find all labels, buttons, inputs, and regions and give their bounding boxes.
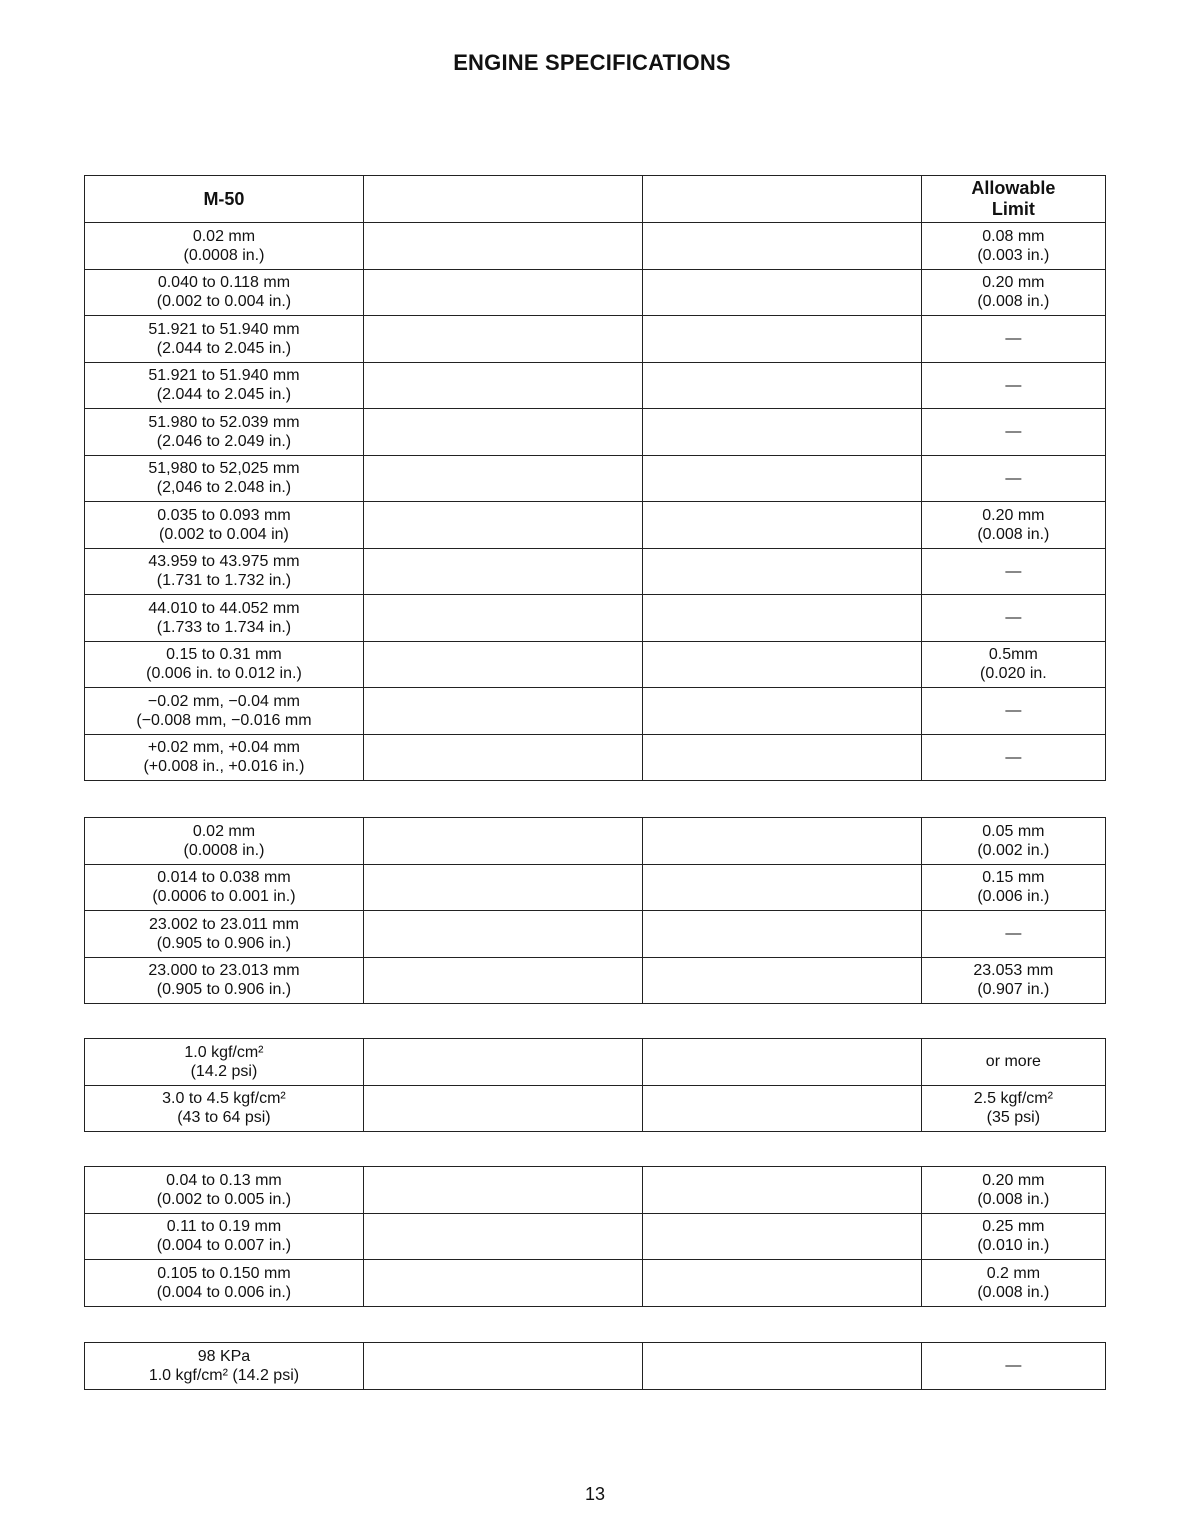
blank-cell-3 — [642, 455, 921, 502]
blank-cell-2 — [363, 455, 642, 502]
table-row — [85, 362, 1106, 409]
allowable-limit-cell — [921, 864, 1105, 911]
blank-cell-3 — [642, 1343, 921, 1390]
spec-value-line: (0.006 in. to 0.012 in.) — [146, 665, 302, 683]
blank-cell-2 — [363, 1167, 642, 1214]
spec-value-line: 3.0 to 4.5 kgf/cm² — [162, 1090, 286, 1108]
blank-cell-3 — [642, 641, 921, 688]
spec-value-line: 23.002 to 23.011 mm — [148, 915, 299, 933]
spec-value-line: 98 KPa — [197, 1347, 251, 1365]
blank-cell-3 — [642, 818, 921, 865]
spec-value-cell — [85, 362, 364, 409]
blank-cell-3 — [642, 1213, 921, 1260]
spec-value-line: +0.02 mm, +0.04 mm — [147, 739, 300, 757]
limit-value-line: (0.008 in.) — [977, 1283, 1050, 1301]
spec-table-4 — [84, 1166, 1106, 1307]
spec-value-line: 0.035 to 0.093 mm — [157, 506, 291, 524]
blank-cell-3 — [642, 223, 921, 270]
blank-cell-2 — [363, 1213, 642, 1260]
allowable-limit-cell — [921, 1213, 1105, 1260]
blank-cell-3 — [642, 1085, 921, 1132]
blank-header-2 — [363, 176, 642, 223]
allowable-limit-cell — [921, 455, 1105, 502]
blank-cell-2 — [363, 362, 642, 409]
spec-value-line: (0.004 to 0.006 in.) — [156, 1283, 292, 1301]
blank-cell-2 — [363, 1085, 642, 1132]
table-row — [85, 409, 1106, 456]
blank-cell-3 — [642, 1260, 921, 1307]
spec-value-cell — [85, 548, 364, 595]
spec-value-line: (0.004 to 0.007 in.) — [156, 1237, 292, 1255]
allowable-limit-cell — [921, 1343, 1105, 1390]
blank-cell-3 — [642, 1167, 921, 1214]
spec-value-cell — [85, 1343, 364, 1390]
limit-value-line: — — [1005, 330, 1022, 348]
spec-value-cell — [85, 223, 364, 270]
limit-value-line: — — [1005, 609, 1022, 627]
spec-value-line: (43 to 64 psi) — [177, 1109, 271, 1127]
spec-value-cell — [85, 455, 364, 502]
blank-cell-3 — [642, 595, 921, 642]
table-row — [85, 1085, 1106, 1132]
allowable-limit-cell — [921, 1085, 1105, 1132]
allowable-limit-cell — [921, 688, 1105, 735]
table-row — [85, 595, 1106, 642]
allowable-limit-cell — [921, 818, 1105, 865]
spec-value-line: 0.014 to 0.038 mm — [157, 869, 291, 887]
table-row — [85, 688, 1106, 735]
spec-value-line: (0.905 to 0.906 in.) — [156, 981, 292, 999]
table-row — [85, 316, 1106, 363]
allowable-limit-cell — [921, 1039, 1105, 1086]
table-row — [85, 269, 1106, 316]
allowable-limit-cell — [921, 409, 1105, 456]
spec-value-cell — [85, 1085, 364, 1132]
spec-value-cell — [85, 1260, 364, 1307]
limit-value-line: 0.2 mm — [986, 1264, 1041, 1282]
limit-value-line: or more — [985, 1053, 1041, 1071]
limit-value-line: (0.008 in.) — [977, 293, 1050, 311]
spec-value-cell — [85, 409, 364, 456]
allowable-limit-cell — [921, 223, 1105, 270]
spec-value-line: (0.0008 in.) — [183, 841, 265, 859]
limit-value-line: (0.002 in.) — [977, 841, 1050, 859]
limit-value-line: (0.008 in.) — [977, 525, 1050, 543]
spec-value-line: (0.905 to 0.906 in.) — [156, 934, 292, 952]
model-header: M-50 — [85, 176, 364, 223]
limit-value-line: (35 psi) — [986, 1109, 1041, 1127]
limit-value-line: (0.006 in.) — [977, 888, 1050, 906]
table-row — [85, 455, 1106, 502]
blank-cell-2 — [363, 957, 642, 1004]
table-row — [85, 548, 1106, 595]
spec-value-line: (0.002 to 0.004 in.) — [156, 293, 292, 311]
spec-value-cell — [85, 734, 364, 781]
spec-value-line: (2.044 to 2.045 in.) — [156, 339, 292, 357]
allowable-limit-header-line2: Limit — [991, 199, 1035, 219]
limit-value-line: — — [1005, 562, 1022, 580]
table-row — [85, 1213, 1106, 1260]
spec-value-line: (14.2 psi) — [190, 1062, 258, 1080]
spec-value-line: (+0.008 in., +0.016 in.) — [143, 758, 305, 776]
allowable-limit-cell — [921, 641, 1105, 688]
spec-value-cell — [85, 911, 364, 958]
allowable-limit-cell — [921, 1260, 1105, 1307]
limit-value-line: 0.5mm — [988, 646, 1038, 664]
table-header-row — [85, 176, 1106, 223]
table-row — [85, 1167, 1106, 1214]
blank-cell-2 — [363, 864, 642, 911]
spec-value-line: 44.010 to 44.052 mm — [148, 599, 300, 617]
blank-cell-3 — [642, 502, 921, 549]
spec-table-5 — [84, 1342, 1106, 1390]
page-number: 13 — [584, 1484, 606, 1504]
blank-cell-3 — [642, 409, 921, 456]
spec-value-line: −0.02 mm, −0.04 mm — [147, 692, 300, 710]
blank-cell-2 — [363, 316, 642, 363]
blank-cell-3 — [642, 734, 921, 781]
blank-cell-2 — [363, 409, 642, 456]
blank-cell-3 — [642, 957, 921, 1004]
spec-value-line: 0.105 to 0.150 mm — [157, 1264, 291, 1282]
spec-value-line: (2.046 to 2.049 in.) — [156, 432, 292, 450]
spec-value-line: 0.15 to 0.31 mm — [166, 646, 282, 664]
allowable-limit-cell — [921, 1167, 1105, 1214]
limit-value-line: — — [1005, 423, 1022, 441]
limit-value-line: — — [1005, 925, 1022, 943]
allowable-limit-cell — [921, 269, 1105, 316]
allowable-limit-cell — [921, 911, 1105, 958]
limit-value-line: — — [1005, 376, 1022, 394]
allowable-limit-cell — [921, 595, 1105, 642]
allowable-limit-header-line1: Allowable — [971, 178, 1056, 198]
blank-cell-3 — [642, 911, 921, 958]
page-title: ENGINE SPECIFICATIONS — [453, 50, 731, 75]
limit-value-line: 0.20 mm — [982, 1171, 1045, 1189]
table-row — [85, 1260, 1106, 1307]
spec-value-cell — [85, 316, 364, 363]
allowable-limit-header — [921, 176, 1105, 223]
limit-value-line: 0.15 mm — [982, 869, 1045, 887]
blank-cell-2 — [363, 734, 642, 781]
spec-value-line: (2.044 to 2.045 in.) — [156, 386, 292, 404]
limit-value-line: (0.010 in.) — [977, 1237, 1050, 1255]
allowable-limit-cell — [921, 548, 1105, 595]
spec-value-line: 1.0 kgf/cm² — [184, 1043, 264, 1061]
blank-cell-3 — [642, 269, 921, 316]
spec-table-3 — [84, 1038, 1106, 1132]
blank-cell-2 — [363, 688, 642, 735]
limit-value-line: 0.20 mm — [982, 274, 1045, 292]
spec-value-cell — [85, 641, 364, 688]
spec-value-cell — [85, 595, 364, 642]
table-row — [85, 1039, 1106, 1086]
limit-value-line: 0.05 mm — [982, 822, 1045, 840]
limit-value-line: 0.25 mm — [982, 1218, 1045, 1236]
blank-cell-2 — [363, 641, 642, 688]
limit-value-line: 2.5 kgf/cm² — [973, 1090, 1053, 1108]
spec-value-line: 0.11 to 0.19 mm — [166, 1218, 282, 1236]
limit-value-line: 0.20 mm — [982, 506, 1045, 524]
spec-value-line: (0.0006 to 0.001 in.) — [152, 888, 296, 906]
spec-value-line: 43.959 to 43.975 mm — [148, 553, 300, 571]
spec-value-line: 23.000 to 23.013 mm — [148, 962, 300, 980]
limit-value-line: 0.08 mm — [982, 227, 1045, 245]
limit-value-line: 23.053 mm — [973, 962, 1054, 980]
spec-value-line: 0.04 to 0.13 mm — [166, 1171, 282, 1189]
spec-value-cell — [85, 957, 364, 1004]
blank-cell-3 — [642, 688, 921, 735]
table-row — [85, 641, 1106, 688]
table-row — [85, 734, 1106, 781]
spec-value-line: 51.921 to 51.940 mm — [148, 367, 300, 385]
spec-table-main — [84, 175, 1106, 781]
limit-value-line: (0.907 in.) — [977, 981, 1050, 999]
spec-value-cell — [85, 1039, 364, 1086]
allowable-limit-cell — [921, 502, 1105, 549]
blank-cell-3 — [642, 1039, 921, 1086]
blank-cell-3 — [642, 362, 921, 409]
blank-cell-2 — [363, 269, 642, 316]
spec-value-line: (0.002 to 0.005 in.) — [156, 1190, 292, 1208]
spec-value-line: (0.0008 in.) — [183, 246, 265, 264]
limit-value-line: — — [1005, 469, 1022, 487]
blank-cell-2 — [363, 502, 642, 549]
spec-value-line: (−0.008 mm, −0.016 mm — [136, 711, 312, 729]
spec-value-line: 0.040 to 0.118 mm — [157, 274, 291, 292]
spec-value-line: (2,046 to 2.048 in.) — [156, 479, 292, 497]
table-row — [85, 864, 1106, 911]
blank-header-3 — [642, 176, 921, 223]
spec-value-cell — [85, 864, 364, 911]
limit-value-line: (0.020 in. — [980, 665, 1047, 683]
spec-value-line: 51.921 to 51.940 mm — [148, 320, 300, 338]
spec-value-cell — [85, 502, 364, 549]
spec-value-cell — [85, 818, 364, 865]
spec-value-line: 0.02 mm — [192, 227, 256, 245]
spec-value-cell — [85, 1213, 364, 1260]
blank-cell-3 — [642, 548, 921, 595]
spec-value-cell — [85, 688, 364, 735]
limit-value-line: (0.008 in.) — [977, 1190, 1050, 1208]
spec-value-line: 51,980 to 52,025 mm — [148, 460, 300, 478]
table-row — [85, 818, 1106, 865]
spec-value-cell — [85, 1167, 364, 1214]
limit-value-line: (0.003 in.) — [977, 246, 1050, 264]
blank-cell-3 — [642, 316, 921, 363]
blank-cell-2 — [363, 1039, 642, 1086]
blank-cell-3 — [642, 864, 921, 911]
spec-value-line: (1.731 to 1.732 in.) — [156, 572, 292, 590]
blank-cell-2 — [363, 595, 642, 642]
blank-cell-2 — [363, 1343, 642, 1390]
allowable-limit-cell — [921, 957, 1105, 1004]
spec-value-line: 0.02 mm — [192, 822, 256, 840]
spec-value-line: (1.733 to 1.734 in.) — [156, 618, 292, 636]
blank-cell-2 — [363, 223, 642, 270]
blank-cell-2 — [363, 911, 642, 958]
limit-value-line: — — [1005, 1357, 1022, 1375]
blank-cell-2 — [363, 1260, 642, 1307]
spec-value-cell — [85, 269, 364, 316]
allowable-limit-cell — [921, 362, 1105, 409]
table-row — [85, 223, 1106, 270]
limit-value-line: — — [1005, 702, 1022, 720]
spec-value-line: 51.980 to 52.039 mm — [148, 413, 300, 431]
spec-value-line: 1.0 kgf/cm² (14.2 psi) — [148, 1366, 300, 1384]
table-row — [85, 1343, 1106, 1390]
spec-table-2 — [84, 817, 1106, 1004]
table-row — [85, 911, 1106, 958]
table-row — [85, 957, 1106, 1004]
blank-cell-2 — [363, 548, 642, 595]
spec-value-line: (0.002 to 0.004 in) — [159, 525, 289, 543]
limit-value-line: — — [1005, 748, 1022, 766]
allowable-limit-cell — [921, 316, 1105, 363]
allowable-limit-cell — [921, 734, 1105, 781]
table-row — [85, 502, 1106, 549]
blank-cell-2 — [363, 818, 642, 865]
